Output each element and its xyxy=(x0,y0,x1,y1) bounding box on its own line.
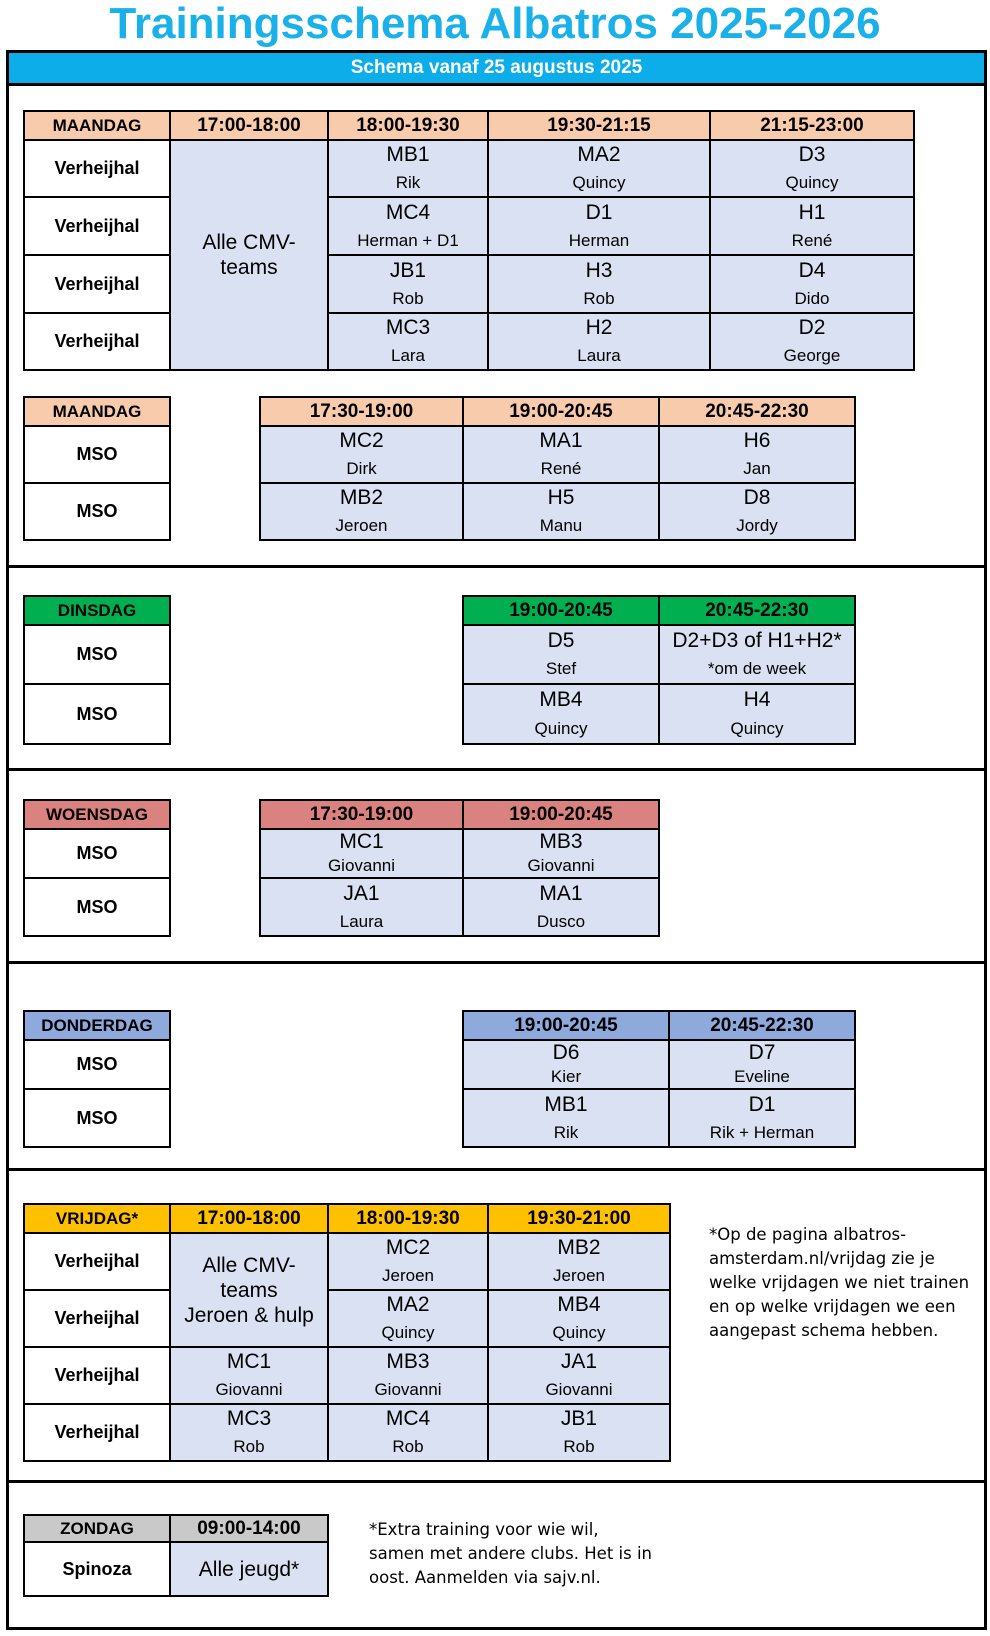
training-slot xyxy=(462,877,660,937)
training-slot xyxy=(462,1039,670,1090)
time-slot-header: 20:45-22:30 xyxy=(668,1010,856,1041)
time-slot-header: 09:00-14:00 xyxy=(169,1514,329,1543)
coach-name: Rik xyxy=(553,1122,579,1142)
team-name: MB1 xyxy=(544,1092,588,1116)
time-slot-header: 20:45-22:30 xyxy=(658,396,856,427)
coach-name: Dirk xyxy=(346,458,377,478)
coach-name: Giovanni xyxy=(374,1379,442,1399)
team-name: MC1 xyxy=(339,830,384,854)
team-name: D2+D3 of H1+H2* xyxy=(672,628,842,652)
training-slot xyxy=(709,312,915,371)
team-name: MB2 xyxy=(557,1236,601,1260)
coach-name: Rik + Herman xyxy=(709,1122,815,1142)
training-slot xyxy=(658,425,856,484)
training-slot xyxy=(259,482,464,541)
coach-name: Kier xyxy=(550,1066,582,1086)
time-slot-header: 20:45-22:30 xyxy=(658,595,856,626)
coach-name: René xyxy=(791,230,833,250)
team-name: JA1 xyxy=(560,1350,598,1374)
training-slot xyxy=(487,139,711,198)
location-label: MSO xyxy=(23,683,171,745)
coach-name: Quincy xyxy=(785,172,839,192)
coach-name: George xyxy=(783,345,841,365)
location-label: MSO xyxy=(23,828,171,879)
training-slot xyxy=(327,196,489,256)
training-slot xyxy=(462,1088,670,1148)
training-slot xyxy=(327,139,489,198)
team-name: H1 xyxy=(798,200,826,224)
training-slot xyxy=(668,1039,856,1090)
training-slot xyxy=(487,312,711,371)
time-slot-header: 17:30-19:00 xyxy=(259,799,464,830)
training-slot xyxy=(487,1232,671,1291)
team-name: D1 xyxy=(585,200,613,224)
location-label: Verheijhal xyxy=(23,1346,171,1405)
training-slot xyxy=(462,828,660,879)
coach-name: Quincy xyxy=(381,1322,435,1342)
coach-name: Quincy xyxy=(552,1322,606,1342)
section-divider xyxy=(6,768,987,771)
day-header: WOENSDAG xyxy=(23,799,171,830)
time-slot-header: 18:00-19:30 xyxy=(327,110,489,141)
location-label: MSO xyxy=(23,877,171,937)
time-slot-header: 19:30-21:15 xyxy=(487,110,711,141)
time-slot-header: 19:00-20:45 xyxy=(462,595,660,626)
training-slot xyxy=(487,1403,671,1462)
team-name: MA2 xyxy=(577,143,621,167)
team-name: H2 xyxy=(585,316,613,340)
team-name: MB4 xyxy=(539,688,583,711)
day-header: MAANDAG xyxy=(23,110,171,141)
coach-name: Laura xyxy=(577,345,621,365)
team-name: JB1 xyxy=(389,258,427,282)
coach-name: *om de week xyxy=(707,659,807,679)
training-slot xyxy=(327,1289,489,1348)
team-name: MA1 xyxy=(539,881,583,905)
training-slot xyxy=(487,196,711,256)
team-name: JA1 xyxy=(343,881,380,905)
coach-name: Jeroen xyxy=(382,1265,434,1285)
coach-name: Dido xyxy=(794,288,830,308)
section-divider xyxy=(6,961,987,964)
sunday-note: *Extra training voor wie wil, samen met andere clubs. Het is in oost. Aanmelden via sajv.nl. xyxy=(369,1520,652,1587)
team-name: MC4 xyxy=(385,200,431,224)
section-divider xyxy=(6,1480,987,1483)
training-slot xyxy=(327,312,489,371)
day-header: VRIJDAG* xyxy=(23,1203,171,1234)
team-name: MB3 xyxy=(539,830,583,854)
location-label: MSO xyxy=(23,482,171,541)
training-slot xyxy=(169,1403,329,1462)
training-slot xyxy=(462,425,660,484)
team-name: MC3 xyxy=(385,316,431,340)
coach-name: Giovanni xyxy=(215,1379,283,1399)
training-slot xyxy=(487,1346,671,1405)
time-slot-header: 19:00-20:45 xyxy=(462,396,660,427)
coach-name: Stef xyxy=(545,659,577,679)
coach-name: Jeroen xyxy=(553,1265,605,1285)
training-slot xyxy=(327,1403,489,1462)
location-label: MSO xyxy=(23,1039,171,1090)
team-name: H4 xyxy=(743,688,771,711)
training-slot xyxy=(658,482,856,541)
page-title: Trainingsschema Albatros 2025-2026 xyxy=(109,0,881,48)
coach-name: Dusco xyxy=(536,911,586,931)
coach-name: Jeroen xyxy=(335,515,388,535)
coach-name: Giovanni xyxy=(527,855,595,875)
coach-name: Eveline xyxy=(734,1066,790,1086)
training-slot xyxy=(259,425,464,484)
training-slot xyxy=(327,1232,489,1291)
location-label: Verheijhal xyxy=(23,1232,171,1291)
schedule-start-banner: Schema vanaf 25 augustus 2025 xyxy=(9,53,984,86)
training-slot xyxy=(668,1088,856,1148)
location-label: Verheijhal xyxy=(23,139,171,198)
coach-name: Giovanni xyxy=(545,1379,613,1399)
time-slot-header: 17:00-18:00 xyxy=(169,1203,329,1234)
coach-name: Rob xyxy=(392,288,424,308)
location-label: Verheijhal xyxy=(23,1403,171,1462)
cmv-training-block: Alle CMV- teams Jeroen & hulp xyxy=(169,1232,329,1348)
time-slot-header: 19:30-21:00 xyxy=(487,1203,671,1234)
coach-name: Jan xyxy=(743,458,771,478)
team-name: MC2 xyxy=(339,429,384,453)
team-name: MB1 xyxy=(386,143,430,167)
team-name: D3 xyxy=(798,143,826,167)
training-slot xyxy=(658,683,856,745)
cmv-training-block: Alle CMV- teams xyxy=(169,139,329,371)
training-slot xyxy=(658,624,856,685)
coach-name: Herman xyxy=(568,230,630,250)
location-label: Verheijhal xyxy=(23,196,171,256)
training-slot xyxy=(487,1289,671,1348)
team-name: MB4 xyxy=(557,1293,601,1317)
team-name: D7 xyxy=(748,1041,776,1065)
section-divider xyxy=(6,565,987,568)
training-slot xyxy=(709,254,915,314)
location-label: Spinoza xyxy=(23,1541,171,1597)
coach-name: Lara xyxy=(390,345,426,365)
training-slot xyxy=(169,1346,329,1405)
day-header: DINSDAG xyxy=(23,595,171,626)
training-slot xyxy=(259,877,464,937)
team-name: MB3 xyxy=(386,1350,430,1374)
team-name: MC1 xyxy=(226,1350,272,1374)
time-slot-header: 21:15-23:00 xyxy=(709,110,915,141)
coach-name: Quincy xyxy=(572,172,626,192)
time-slot-header: 18:00-19:30 xyxy=(327,1203,489,1234)
team-name: MA1 xyxy=(539,429,583,453)
location-label: Verheijhal xyxy=(23,254,171,314)
coach-name: Rob xyxy=(583,288,615,308)
team-name: H3 xyxy=(585,258,613,282)
coach-name: Giovanni xyxy=(327,855,396,875)
training-slot xyxy=(709,196,915,256)
location-label: Verheijhal xyxy=(23,312,171,371)
team-name: MC3 xyxy=(226,1407,272,1431)
team-name: MC4 xyxy=(385,1407,431,1431)
coach-name: Jordy xyxy=(736,515,778,535)
team-name: H6 xyxy=(743,429,771,453)
time-slot-header: 19:00-20:45 xyxy=(462,1010,670,1041)
coach-name: Rob xyxy=(392,1436,424,1456)
coach-name: Quincy xyxy=(730,719,784,738)
team-name: MB2 xyxy=(339,486,384,510)
day-header: DONDERDAG xyxy=(23,1010,171,1041)
location-label: MSO xyxy=(23,624,171,685)
training-slot xyxy=(327,254,489,314)
location-label: MSO xyxy=(23,425,171,484)
team-name: D1 xyxy=(748,1092,776,1116)
team-name: JB1 xyxy=(560,1407,598,1431)
team-name: MA2 xyxy=(386,1293,430,1317)
section-divider xyxy=(6,1168,987,1171)
training-slot xyxy=(462,624,660,685)
time-slot-header: 17:00-18:00 xyxy=(169,110,329,141)
location-label: MSO xyxy=(23,1088,171,1148)
training-slot xyxy=(462,482,660,541)
coach-name: Rob xyxy=(233,1436,265,1456)
team-name: D6 xyxy=(552,1041,580,1065)
team-name: D8 xyxy=(743,486,771,510)
team-name: H5 xyxy=(547,486,575,510)
training-slot xyxy=(259,828,464,879)
coach-name: Manu xyxy=(539,515,583,535)
team-name: MC2 xyxy=(385,1236,431,1260)
day-header: MAANDAG xyxy=(23,396,171,427)
location-label: Verheijhal xyxy=(23,1289,171,1348)
all-youth-block: Alle jeugd* xyxy=(169,1541,329,1597)
coach-name: Quincy xyxy=(534,719,588,738)
training-slot xyxy=(487,254,711,314)
training-slot xyxy=(709,139,915,198)
time-slot-header: 19:00-20:45 xyxy=(462,799,660,830)
friday-note: *Op de pagina albatros- amsterdam.nl/vrijdag zie je welke vrijdagen we niet trainen en op welke vrijdagen we een aangepast schema hebben. xyxy=(709,1225,970,1340)
team-name: D4 xyxy=(798,258,826,282)
coach-name: René xyxy=(540,458,582,478)
training-slot xyxy=(462,683,660,745)
coach-name: Rik xyxy=(395,172,421,192)
training-slot xyxy=(327,1346,489,1405)
coach-name: Laura xyxy=(339,911,384,931)
team-name: D5 xyxy=(547,628,575,652)
coach-name: Herman + D1 xyxy=(357,230,459,250)
coach-name: Rob xyxy=(563,1436,595,1456)
team-name: D2 xyxy=(798,316,826,340)
time-slot-header: 17:30-19:00 xyxy=(259,396,464,427)
day-header: ZONDAG xyxy=(23,1514,171,1543)
